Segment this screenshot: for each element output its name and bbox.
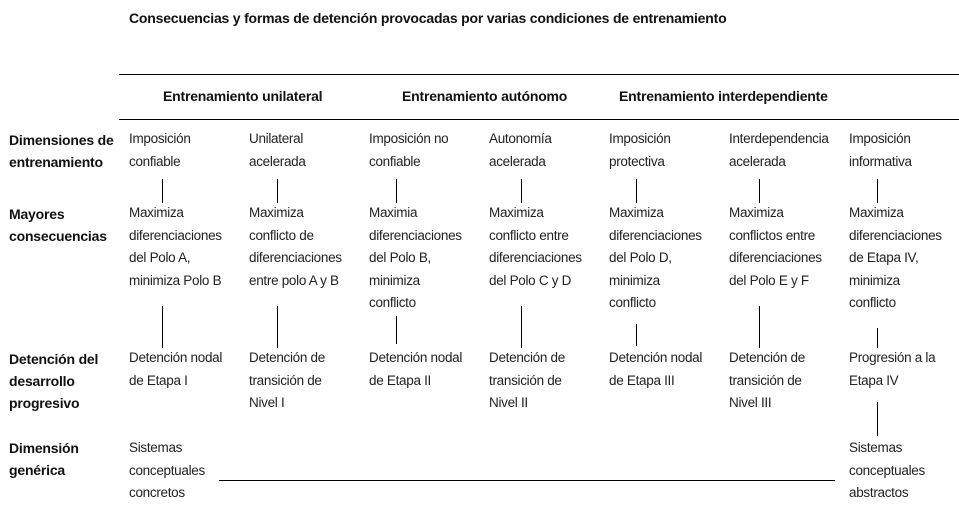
arrest-cell-4: Detención de transición de Nivel II — [489, 350, 565, 410]
row-label-dimensiones: Dimensiones de entrenamiento — [9, 132, 114, 170]
connector-line — [162, 306, 163, 348]
connector-line — [877, 402, 878, 436]
group-autonomo: Entrenamiento autónomo — [402, 88, 568, 104]
connector-line — [877, 179, 878, 203]
connector-line — [759, 179, 760, 203]
dimension-cell-5: Imposición protectiva — [609, 131, 671, 169]
row-label-consecuencias: Mayores consecuencias — [9, 206, 107, 244]
connector-line — [636, 179, 637, 203]
generic-cell-concrete: Sistemas conceptuales concretos — [129, 440, 205, 500]
dimension-cell-4: Autonomía acelerada — [489, 131, 552, 169]
consequence-cell-1: Maximiza diferenciaciones del Polo A, minimiza Polo B — [129, 205, 222, 288]
continuum-line — [219, 480, 835, 481]
connector-line — [277, 179, 278, 203]
group-interdependiente: Entrenamiento interdependiente — [619, 88, 828, 104]
row-label-detencion: Detención del desarrollo progresivo — [9, 351, 99, 411]
row-label-generica: Dimensión genérica — [9, 440, 79, 478]
connector-line — [277, 306, 278, 348]
arrest-cell-7: Progresión a la Etapa IV — [849, 350, 936, 388]
connector-line — [162, 179, 163, 203]
consequence-cell-7: Maximiza diferenciaciones de Etapa IV, minimiza conflicto — [849, 205, 942, 310]
consequence-cell-4: Maximiza conflicto entre diferenciaciones del Polo C y D — [489, 205, 582, 288]
dimension-cell-7: Imposición informativa — [849, 131, 912, 169]
connector-line — [396, 316, 397, 344]
header-rule — [119, 119, 959, 120]
arrest-cell-1: Detención nodal de Etapa I — [129, 350, 223, 388]
dimension-cell-2: Unilateral acelerada — [249, 131, 306, 169]
group-unilateral: Entrenamiento unilateral — [163, 88, 323, 104]
consequence-cell-6: Maximiza conflictos entre diferenciaciones del Polo E y F — [729, 205, 822, 288]
figure-title: Consecuencias y formas de detención provocadas por varias condiciones de entrenamiento — [129, 10, 727, 26]
connector-line — [521, 179, 522, 203]
consequence-cell-2: Maximiza conflicto de diferenciaciones entre polo A y B — [249, 205, 342, 288]
top-rule — [119, 74, 959, 75]
arrest-cell-5: Detención nodal de Etapa III — [609, 350, 703, 388]
generic-cell-abstract: Sistemas conceptuales abstractos — [849, 440, 925, 500]
connector-line — [759, 306, 760, 348]
dimension-cell-3: Imposición no confiable — [369, 131, 449, 169]
arrest-cell-2: Detención de transición de Nivel I — [249, 350, 325, 410]
dimension-cell-1: Imposición confiable — [129, 131, 191, 169]
connector-line — [396, 179, 397, 203]
arrest-cell-6: Detención de transición de Nivel III — [729, 350, 805, 410]
connector-line — [877, 328, 878, 348]
arrest-cell-3: Detención nodal de Etapa II — [369, 350, 463, 388]
consequence-cell-3: Maximia diferenciaciones del Polo B, minimiza conflicto — [369, 205, 462, 310]
connector-line — [636, 324, 637, 346]
dimension-cell-6: Interdependencia acelerada — [729, 131, 829, 169]
consequence-cell-5: Maximiza diferenciaciones del Polo D, minimiza conflicto — [609, 205, 702, 310]
connector-line — [521, 306, 522, 348]
